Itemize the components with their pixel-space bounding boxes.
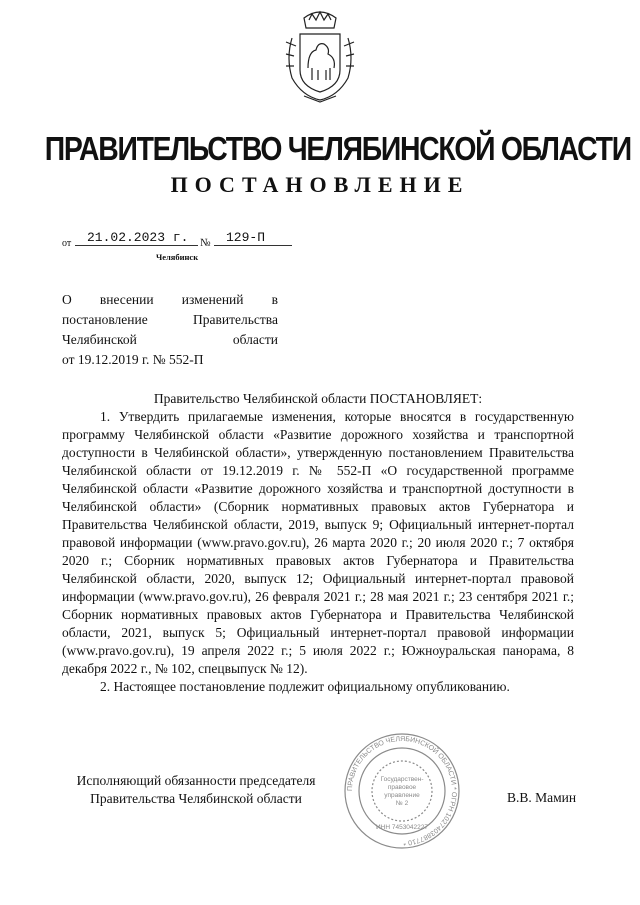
seal-inner-line: Государствен- — [380, 776, 424, 783]
document-date: 21.02.2023 г. — [75, 230, 198, 246]
seal-inner-line: управление — [384, 792, 420, 799]
city-label: Челябинск — [156, 252, 199, 262]
position-line: Правительства Челябинской области — [90, 791, 302, 806]
seal-inn: ИНН 7453042227 — [375, 824, 429, 831]
position-line: Исполняющий обязанности председателя — [76, 773, 316, 788]
seal-outer-text: ПРАВИТЕЛЬСТВО ЧЕЛЯБИНСКОЙ ОБЛАСТИ * ОГРН 1027403887710 * — [346, 735, 458, 847]
document-body — [62, 390, 574, 696]
seal-inner-line: № 2 — [395, 800, 409, 807]
subject-line: Челябинской области — [62, 332, 278, 347]
official-seal-stamp — [342, 731, 462, 851]
body-paragraph: 2. Настоящее постановление подлежит официальному опубликованию. — [100, 679, 510, 694]
resolution-lead: Правительство Челябинской области ПОСТАНОВЛЯЕТ: — [153, 391, 483, 406]
document-subject — [62, 290, 278, 370]
document-type: ПОСТАНОВЛЕНИЕ — [170, 172, 470, 197]
subject-line: постановление Правительства — [62, 312, 278, 327]
subject-line: О внесении изменений в — [62, 292, 278, 307]
subject-line: от 19.12.2019 г. № 552-П — [62, 352, 204, 367]
signatory-position — [62, 772, 330, 808]
signatory-name: В.В. Мамин — [507, 790, 577, 805]
document-number: 129-П — [214, 230, 292, 246]
seal-inner-line: правовое — [387, 784, 417, 791]
coat-of-arms-emblem — [282, 8, 358, 104]
date-label: от — [62, 238, 72, 249]
number-label: № — [200, 237, 211, 249]
body-paragraph: 1. Утвердить прилагаемые изменения, которые вносятся в государственную программу Челябинской области «Развитие дорожного хозяйства и транспортной доступности в Челябинской области», утвержденную постановлением Правительства Челябинской области от 19.12.2019 г. № 552-П «О государственной программе Челябинской области «Развитие дорожного хозяйства и транспортной доступности в Челябинской области» (Сборник нормативных правовых актов Губернатора и Правительства Челябинской области, 2019, выпуск 9; Официальный интернет-портал правовой информации (www.pravo.gov.ru), 26 марта 2020 г.; 20 июля 2020 г.; 7 октября 2020 г.; Сборник нормативных правовых актов Губернатора и Правительства Челябинской области, 2020, выпуск 12; Официальный интернет-портал правовой информации (www.pravo.gov.ru), 26 февраля 2021 г.; 28 мая 2021 г.; 23 сентября 2021 г.; Сборник нормативных правовых актов Губернатора и Правительства Челябинской области, 2021, выпуск 5; Официальный интернет-портал правовой информации (www.pravo.gov.ru), 19 апреля 2022 г.; 5 июля 2022 г.; Южноуральская панорама, 8 декабря 2022 г., № 102, спецвыпуск № 12). — [62, 409, 574, 676]
government-title: ПРАВИТЕЛЬСТВО ЧЕЛЯБИНСКОЙ ОБЛАСТИ — [44, 130, 631, 167]
